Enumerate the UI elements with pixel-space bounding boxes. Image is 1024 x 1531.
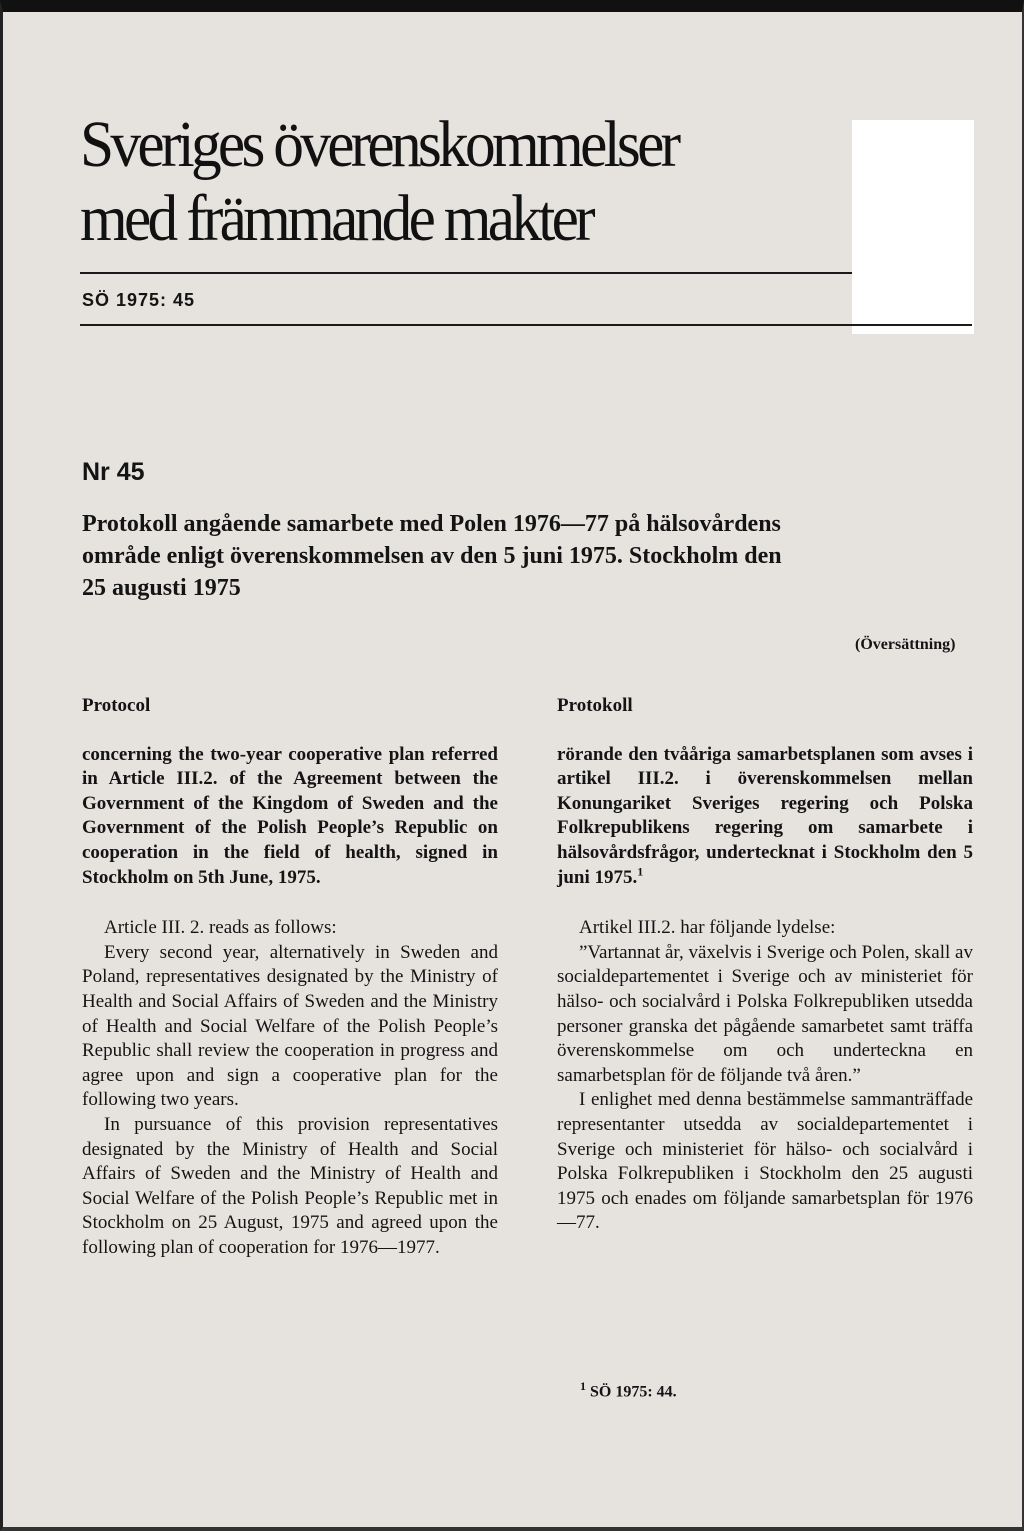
swedish-paragraph: ”Vartannat år, växelvis i Sverige och Polen, skall av socialdepartementet i Sverige och av ministeriet för hälso- och socialvård i Polska Folkrepubliken utsedda personer granska det pågående samarbetet samt träffa överenskommelse om och underteckna en samarbetsplan för de följande två åren.” bbox=[557, 941, 973, 1086]
swedish-heading: Protokoll bbox=[557, 695, 633, 716]
swedish-paragraph: I enlighet med denna bestämmelse sammanträffade representanter utsedda av socialdepartementet i Sverige och ministeriet för hälso- och socialvård i Polska Folkrepubliken i Stockholm den 25 augusti 1975 och enades om följande samarbetsplan för 1976—77. bbox=[557, 1089, 973, 1234]
reference-number: SÖ 1975: 45 bbox=[82, 290, 196, 310]
series-title bbox=[80, 108, 731, 256]
footnote-text: SÖ 1975: 44. bbox=[590, 1383, 677, 1401]
document-title: Protokoll angående samarbete med Polen 1976—77 på hälsovårdens område enligt överenskommelsen av den 5 juni 1975. Stockholm den 25 augusti 1975 bbox=[82, 511, 782, 601]
swedish-paragraph: Artikel III.2. har följande lydelse: bbox=[579, 917, 836, 939]
swedish-intro bbox=[557, 743, 973, 891]
blank-label-area bbox=[852, 120, 974, 334]
header-rule-bottom bbox=[80, 324, 972, 326]
series-title-line-1: Sveriges överenskommelser bbox=[80, 108, 678, 181]
footnote-marker: 1 bbox=[580, 1379, 586, 1393]
english-paragraph: In pursuance of this provision representatives designated by the Ministry of Health and Social Affairs of Sweden and the Ministry of Health and Social Welfare of the Polish People’s Republic met in Stockholm on 25 August, 1975 and agreed upon the following plan of cooperation for 1976—1977. bbox=[82, 1113, 498, 1258]
footnote bbox=[580, 1379, 677, 1401]
english-heading: Protocol bbox=[82, 695, 151, 716]
translation-note: (Översättning) bbox=[855, 636, 956, 653]
english-column bbox=[82, 694, 498, 1260]
english-paragraph: Article III. 2. reads as follows: bbox=[104, 917, 337, 939]
footnote-reference: 1 bbox=[637, 864, 644, 879]
document-number: Nr 45 bbox=[82, 458, 145, 486]
series-title-line-2: med främmande makter bbox=[80, 182, 592, 255]
swedish-intro-text: rörande den tvååriga samarbetsplanen som avses i artikel III.2. i överenskommelsen mellan Konungariket Sveriges regering och Polska Folkrepublikens regering om samarbete i hälsovårdsfrågor, undertecknat i Stockholm den 5 juni 1975. bbox=[557, 743, 973, 888]
header-rule-top bbox=[80, 272, 852, 274]
english-paragraph: Every second year, alternatively in Sweden and Poland, representatives designated by the Ministry of Health and Social Affairs of Sweden and the Ministry of Health and Social Welfare of the Polish People’s Republic shall review the cooperation in progress and agree upon and sign a cooperative plan for the following two years. bbox=[82, 941, 498, 1111]
swedish-column bbox=[557, 694, 973, 1236]
english-intro: concerning the two-year cooperative plan referred in Article III.2. of the Agreement between the Government of the Kingdom of Sweden and the Government of the Polish People’s Republic on cooperation in the field of health, signed in Stockholm on 5th June, 1975. bbox=[82, 743, 498, 888]
